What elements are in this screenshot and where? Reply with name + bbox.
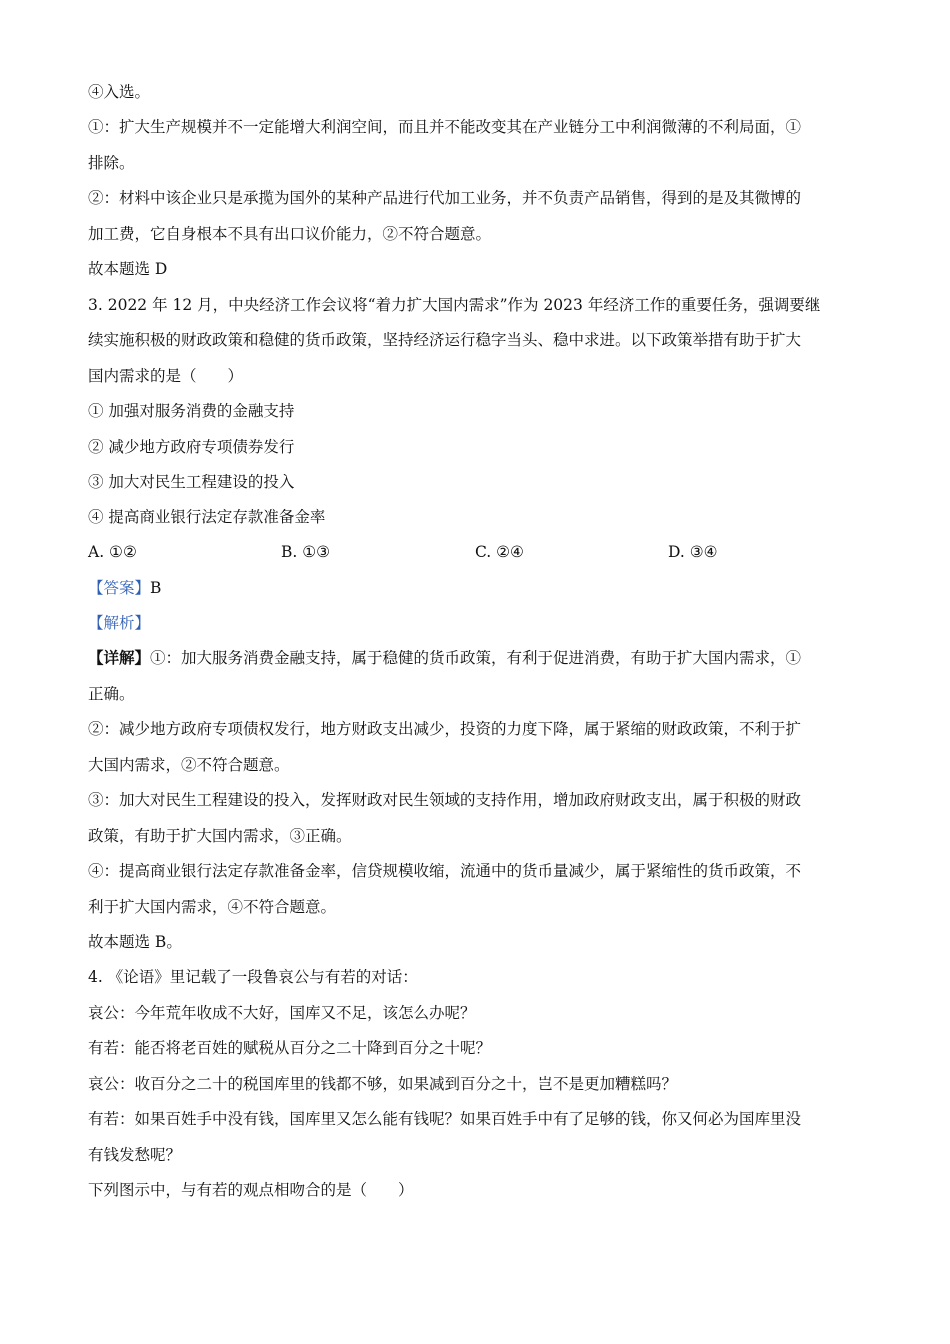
dialogue-line: 有钱发愁呢？ (88, 1146, 182, 1164)
option-d: D. ③④ (668, 543, 718, 561)
text-line: ④入选。 (88, 83, 151, 101)
dialogue-line: 有若：能否将老百姓的赋税从百分之二十降到百分之十呢？ (88, 1039, 492, 1057)
option-c: C. ②④ (475, 543, 524, 561)
text-line: 故本题选 D (88, 260, 168, 278)
answer-line (88, 578, 860, 598)
text-line: 故本题选 B。 (88, 933, 182, 951)
question-3-stem: 3. 2022 年 12 月，中央经济工作会议将“着力扩大国内需求”作为 2023 年经济工作的重要任务，强调要继 (88, 296, 821, 314)
option-b: B. ①③ (281, 543, 331, 561)
question-3-stem: 国内需求的是（ ） (88, 367, 244, 385)
option-a: A. ①② (88, 543, 137, 561)
text-line: 正确。 (88, 685, 135, 703)
text-line: 加工费，它自身根本不具有出口议价能力，②不符合题意。 (88, 225, 492, 243)
question-4-stem: 4. 《论语》里记载了一段鲁哀公与有若的对话： (88, 968, 418, 986)
text-line: 大国内需求，②不符合题意。 (88, 756, 290, 774)
text-line: ②：减少地方政府专项债权发行，地方财政支出减少，投资的力度下降，属于紧缩的财政政策，不利于扩 (88, 720, 802, 738)
text-line: ③：加大对民生工程建设的投入，发挥财政对民生领域的支持作用，增加政府财政支出，属于积极的财政 (88, 791, 802, 809)
question-4-prompt: 下列图示中，与有若的观点相吻合的是（ ） (88, 1181, 414, 1199)
dialogue-line: 有若：如果百姓手中没有钱，国库里又怎么能有钱呢？如果百姓手中有了足够的钱，你又何必为国库里没 (88, 1110, 802, 1128)
analysis-tag: 【解析】 (88, 614, 151, 632)
text-line: ④：提高商业银行法定存款准备金率，信贷规模收缩，流通中的货币量减少，属于紧缩性的货币政策，不 (88, 862, 802, 880)
answer-value: B (150, 579, 162, 597)
answer-tag: 【答案】 (88, 579, 151, 597)
dialogue-line: 哀公：收百分之二十的税国库里的钱都不够，如果减到百分之十，岂不是更加糟糕吗？ (88, 1075, 678, 1093)
text-line: ①：扩大生产规模并不一定能增大利润空间，而且并不能改变其在产业链分工中利润微薄的不利局面，① (88, 118, 802, 136)
statement-item: ① 加强对服务消费的金融支持 (88, 402, 295, 420)
text-line: ②：材料中该企业只是承揽为国外的某种产品进行代加工业务，并不负责产品销售，得到的是及其微博的 (88, 189, 802, 207)
text-line: 政策，有助于扩大国内需求，③正确。 (88, 827, 352, 845)
detail-text: ①：加大服务消费金融支持，属于稳健的货币政策，有利于促进消费，有助于扩大国内需求，① (150, 649, 802, 667)
analysis-line (88, 613, 860, 633)
text-line: 利于扩大国内需求，④不符合题意。 (88, 898, 337, 916)
statement-item: ④ 提高商业银行法定存款准备金率 (88, 508, 326, 526)
question-3-stem: 续实施积极的财政政策和稳健的货币政策，坚持经济运行稳字当头、稳中求进。以下政策举措有助于扩大 (88, 331, 802, 349)
statement-item: ② 减少地方政府专项债券发行 (88, 438, 295, 456)
detail-tag: 【详解】 (88, 648, 151, 667)
text-line: 排除。 (88, 154, 135, 172)
detail-line (88, 648, 860, 668)
dialogue-line: 哀公：今年荒年收成不大好，国库又不足，该怎么办呢？ (88, 1004, 476, 1022)
statement-item: ③ 加大对民生工程建设的投入 (88, 473, 295, 491)
